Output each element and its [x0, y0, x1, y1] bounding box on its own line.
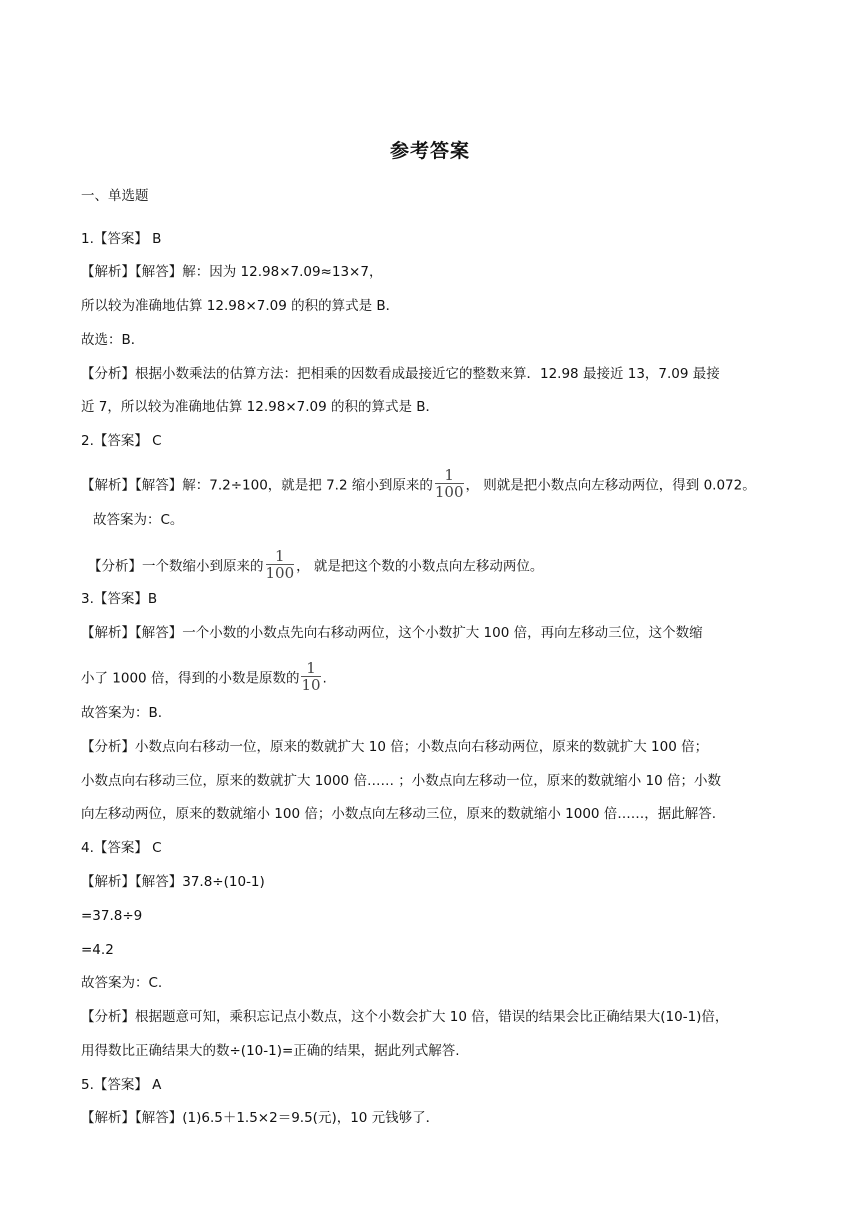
q3-explanation-text-a: 小了 1000 倍，得到的小数是原数的: [81, 670, 300, 687]
q1-answer: 1.【答案】 B: [81, 231, 162, 247]
q4-analysis-line-2: 用得数比正确结果大的数÷(10-1)=正确的结果，据此列式解答.: [81, 1043, 460, 1059]
q3-explanation-line-1: 【解析】【解答】一个小数的小数点先向右移动两位，这个小数扩大 100 倍，再向左移动三位，这个数缩: [81, 625, 703, 641]
q1-explanation-line-2: 所以较为准确地估算 12.98×7.09 的积的算式是 B．: [81, 298, 400, 314]
q5-answer: 5.【答案】 A: [81, 1077, 162, 1093]
q2-explanation-text-b: ， 则就是把小数点向左移动两位，得到 0.072。: [465, 477, 756, 494]
q2-answer: 2.【答案】 C: [81, 433, 162, 449]
q1-conclusion: 故选：B．: [81, 332, 145, 348]
q3-fraction-numerator: 1: [301, 661, 320, 677]
q2-analysis-fraction: [266, 549, 295, 580]
q2-fraction-denominator: 100: [434, 483, 464, 501]
q2-conclusion: 故答案为：C。: [93, 512, 184, 528]
section-heading: 一、单选题: [81, 188, 149, 204]
q3-fraction-denominator: 10: [301, 676, 321, 694]
q1-explanation-line-1: 【解析】【解答】解：因为 12.98×7.09≈13×7，: [81, 264, 383, 280]
q3-explanation-text-b: .: [322, 670, 327, 687]
q3-analysis-line-3: 向左移动两位，原来的数就缩小 100 倍；小数点向左移动三位，原来的数就缩小 1000 倍……，据此解答.: [81, 806, 717, 822]
q4-explanation-line-1: 【解析】【解答】37.8÷(10-1): [81, 874, 265, 890]
q3-conclusion: 故答案为：B.: [81, 705, 163, 721]
q2-analysis: [88, 547, 788, 582]
q3-answer: 3.【答案】B: [81, 591, 158, 607]
q4-explanation-line-2: =37.8÷9: [81, 908, 143, 924]
q2-analysis-text-a: 【分析】一个数缩小到原来的: [88, 558, 264, 575]
page-title: 参考答案: [389, 140, 470, 162]
q3-explanation-line-2: [81, 659, 781, 694]
q3-analysis-line-1: 【分析】小数点向右移动一位，原来的数就扩大 10 倍；小数点向右移动两位，原来的数就扩大 100 倍；: [81, 739, 709, 755]
q2-analysis-text-b: ， 就是把这个数的小数点向左移动两位。: [296, 558, 544, 575]
q5-explanation-line-1: 【解析】【解答】(1)6.5＋1.5×2＝9.5(元)，10 元钱够了．: [81, 1110, 440, 1126]
q2-analysis-fraction-denominator: 100: [265, 564, 295, 582]
q3-analysis-line-2: 小数点向右移动三位，原来的数就扩大 1000 倍…… ；小数点向左移动一位，原来的数就缩小 10 倍；小数: [81, 773, 721, 789]
q2-fraction: [435, 468, 464, 499]
q4-explanation-line-3: =4.2: [81, 942, 114, 958]
q3-fraction: [301, 661, 320, 692]
q2-explanation-text-a: 【解析】【解答】解：7.2÷100，就是把 7.2 缩小到原来的: [81, 477, 433, 494]
q4-answer: 4.【答案】 C: [81, 840, 162, 856]
q4-conclusion: 故答案为：C.: [81, 975, 163, 991]
q1-analysis-line-1: 【分析】根据小数乘法的估算方法：把相乘的因数看成最接近它的整数来算．12.98 最接近 13，7.09 最接: [81, 366, 720, 382]
q1-analysis-line-2: 近 7，所以较为准确地估算 12.98×7.09 的积的算式是 B．: [81, 399, 440, 415]
q2-fraction-numerator: 1: [435, 468, 464, 484]
q2-explanation: [81, 466, 781, 501]
q4-analysis-line-1: 【分析】根据题意可知，乘积忘记点小数点，这个小数会扩大 10 倍，错误的结果会比正确结果大(10-1)倍，: [81, 1009, 729, 1025]
q2-analysis-fraction-numerator: 1: [266, 549, 295, 565]
